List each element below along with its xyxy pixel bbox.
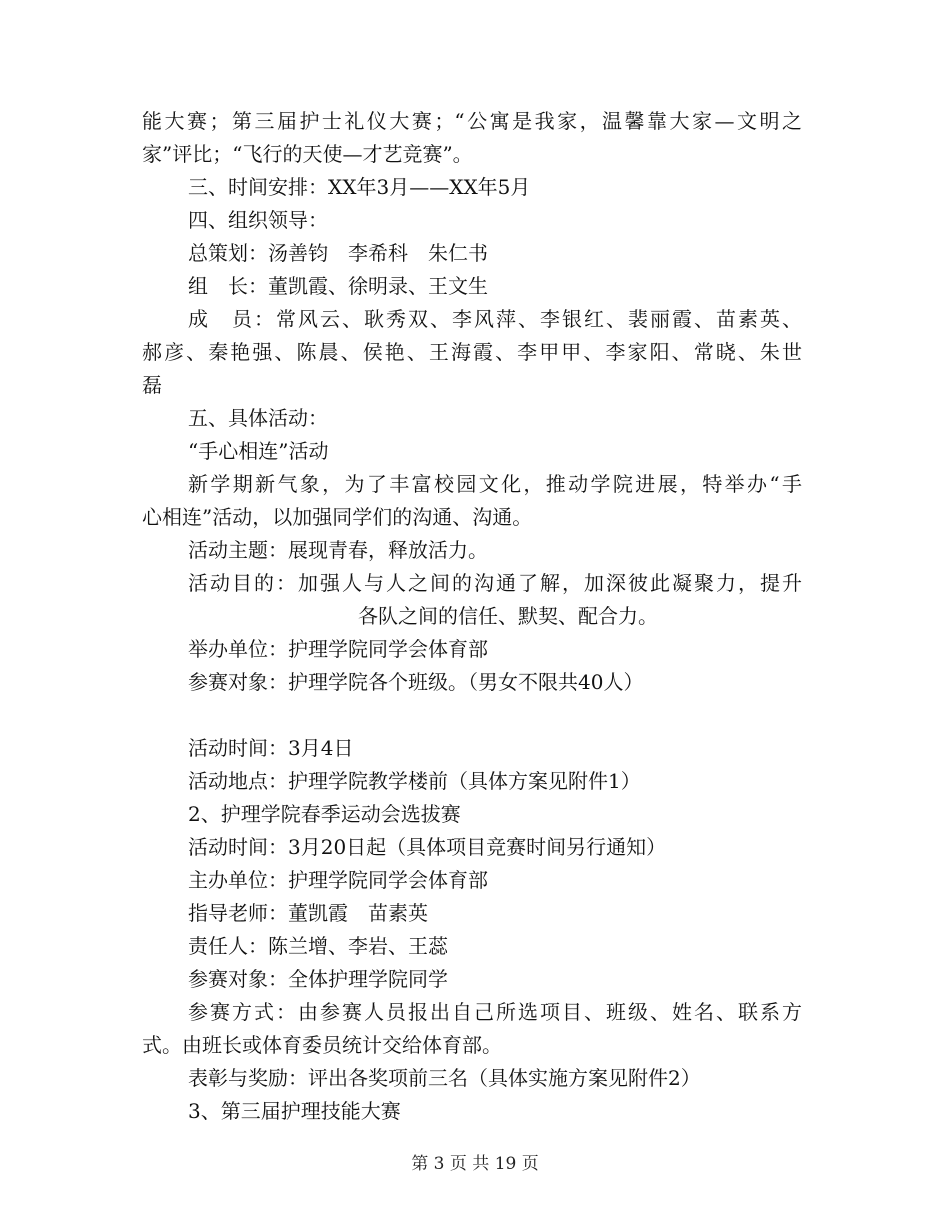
page-footer [0,1152,950,1176]
section-heading-schedule: 三、时间安排：XX年3月——XX年5月 [188,175,531,199]
document-body [142,105,802,1128]
page-number: 第 3 页 共 19 页 [411,1154,539,1174]
section-heading-organization: 四、组织领导： [188,208,328,232]
text-line: 郝彦、秦艳强、陈晨、侯艳、王海霞、李甲甲、李家阳、常晓、朱世 [142,340,802,364]
blank-line [142,699,802,732]
text-line: 责任人：陈兰增、李岩、王蕊 [188,934,448,958]
text-line: 总策划：汤善钧 李希科 朱仁书 [188,241,488,265]
text-line: 活动地点：护理学院教学楼前（具体方案见附件1） [188,769,641,793]
activity-title: 3、第三届护理技能大赛 [188,1099,401,1123]
text-line: 参赛对象：护理学院各个班级。（男女不限共40人） [188,670,644,694]
text-line: 各队之间的信任、默契、配合力。 [358,604,658,628]
text-line: 成 员：常风云、耿秀双、李风萍、李银红、裴丽霞、苗素英、 [188,307,802,331]
section-heading-activities: 五、具体活动： [188,406,328,430]
text-line: 式。由班长或体育委员统计交给体育部。 [142,1033,502,1057]
text-line: 磊 [142,373,162,397]
text-line: 组 长：董凯霞、徐明录、王文生 [188,274,488,298]
text-line: 活动时间：3月20日起（具体项目竞赛时间另行通知） [188,835,667,859]
text-line: 新学期新气象，为了丰富校园文化，推动学院进展，特举办“手 [188,472,802,496]
text-line: 能大赛；第三届护士礼仪大赛；“公寓是我家，温馨靠大家—文明之 [142,109,802,133]
activity-title: 2、护理学院春季运动会选拔赛 [188,802,461,826]
text-line: 表彰与奖励：评出各奖项前三名（具体实施方案见附件2） [188,1066,701,1090]
text-line: 主办单位：护理学院同学会体育部 [188,868,488,892]
text-line: 活动目的：加强人与人之间的沟通了解，加深彼此凝聚力，提升 [188,571,802,595]
text-line: 活动主题：展现青春，释放活力。 [188,538,488,562]
text-line: 心相连”活动，以加强同学们的沟通、沟通。 [142,505,533,529]
text-line: 活动时间：3月4日 [188,736,354,760]
text-line: 参赛方式：由参赛人员报出自己所选项目、班级、姓名、联系方 [188,1000,802,1024]
text-line: 举办单位：护理学院同学会体育部 [188,637,488,661]
activity-title: “手心相连”活动 [188,439,329,463]
text-line: 家”评比；“飞行的天使—才艺竞赛”。 [142,142,473,166]
text-line: 指导老师：董凯霞 苗素英 [188,901,428,925]
text-line: 参赛对象：全体护理学院同学 [188,967,448,991]
